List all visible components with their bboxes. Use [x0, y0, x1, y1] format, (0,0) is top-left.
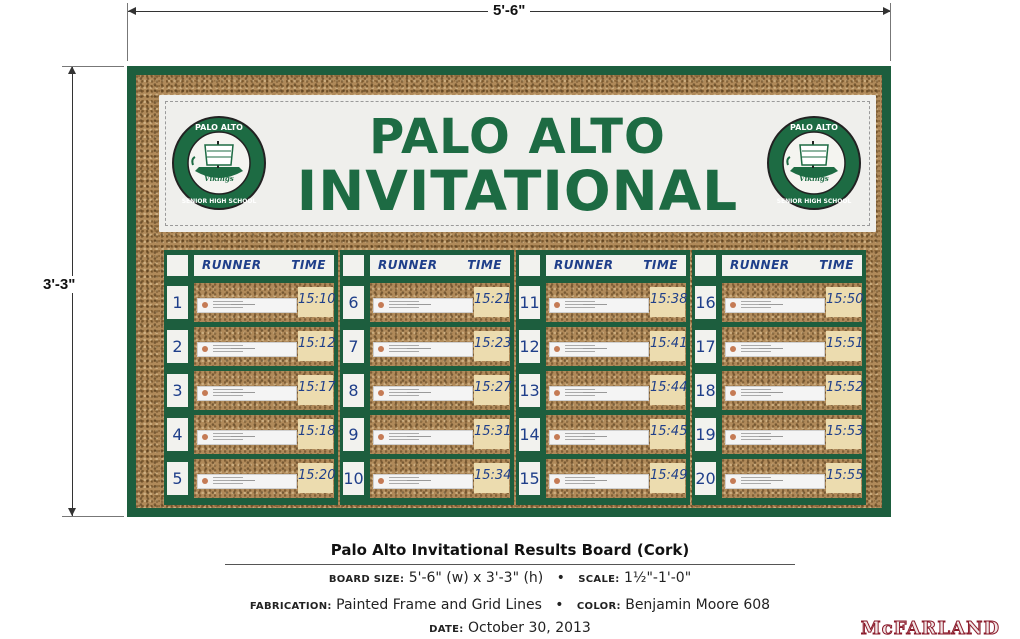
result-row	[722, 459, 862, 498]
slip-print-lines	[741, 301, 771, 309]
result-row	[370, 371, 510, 410]
result-row	[194, 327, 334, 366]
slip-print-lines	[389, 389, 419, 397]
pushpin-icon	[202, 346, 208, 352]
height-extension-bottom	[62, 516, 124, 517]
pushpin-icon	[730, 434, 736, 440]
pushpin-icon	[378, 346, 384, 352]
result-row	[546, 459, 686, 498]
slip-print-lines	[389, 301, 419, 309]
runner-header: RUNNER	[554, 258, 614, 272]
runner-name-slip	[725, 298, 825, 313]
slip-print-lines	[741, 389, 771, 397]
finish-time-card: 15:44	[650, 375, 685, 405]
place-number: 18	[695, 374, 716, 407]
place-number: 19	[695, 418, 716, 451]
slip-print-lines	[389, 433, 419, 441]
board-size-line	[0, 570, 1020, 586]
color-value: Benjamin Moore 608	[625, 597, 771, 613]
pushpin-icon	[730, 346, 736, 352]
runner-header: RUNNER	[730, 258, 790, 272]
place-number: 12	[519, 330, 540, 363]
finish-time-card: 15:12	[298, 331, 333, 361]
pushpin-icon	[202, 390, 208, 396]
finish-time-card: 15:18	[298, 419, 333, 449]
result-row	[370, 415, 510, 454]
finish-time-card: 15:50	[826, 287, 861, 317]
logo-mascot-text-left: Vikings	[204, 174, 234, 183]
pushpin-icon	[202, 302, 208, 308]
runner-name-slip	[549, 298, 649, 313]
fabrication-value: Painted Frame and Grid Lines	[336, 597, 542, 613]
slip-print-lines	[213, 345, 243, 353]
runner-name-slip	[373, 298, 473, 313]
result-row	[722, 371, 862, 410]
runner-name-slip	[197, 342, 297, 357]
result-row	[546, 283, 686, 322]
finish-time-card: 15:49	[650, 463, 685, 493]
finish-time-card: 15:27	[474, 375, 509, 405]
runner-name-slip	[373, 474, 473, 489]
pushpin-icon	[202, 478, 208, 484]
runner-name-slip	[725, 386, 825, 401]
runner-name-slip	[549, 386, 649, 401]
place-number: 14	[519, 418, 540, 451]
runner-name-slip	[197, 474, 297, 489]
slip-print-line	[759, 348, 783, 349]
slip-print-lines	[741, 477, 771, 485]
slip-print-line	[407, 348, 431, 349]
slip-print-line	[231, 480, 255, 481]
vikings-logo-right	[766, 115, 862, 211]
height-dimension-label: 3'-3"	[38, 276, 80, 293]
slip-print-lines	[213, 301, 243, 309]
pushpin-icon	[378, 478, 384, 484]
pushpin-icon	[554, 346, 560, 352]
place-number: 6	[343, 286, 364, 319]
result-row	[546, 327, 686, 366]
time-header: TIME	[291, 258, 326, 272]
result-row	[194, 459, 334, 498]
logo-top-text-left: PALO ALTO	[195, 123, 243, 132]
result-row	[194, 415, 334, 454]
logo-bottom-text-right: SENIOR HIGH SCHOOL	[776, 198, 852, 205]
result-row	[722, 327, 862, 366]
slip-print-line	[583, 436, 607, 437]
runner-name-slip	[725, 342, 825, 357]
slip-print-line	[759, 304, 783, 305]
fabrication-line	[0, 597, 1020, 613]
runner-header: RUNNER	[202, 258, 262, 272]
slip-print-lines	[213, 477, 243, 485]
scale-label: SCALE:	[578, 574, 620, 585]
pushpin-icon	[378, 390, 384, 396]
result-row	[546, 371, 686, 410]
runner-name-slip	[549, 430, 649, 445]
date-label: DATE:	[429, 624, 464, 635]
place-header-blank	[695, 255, 716, 276]
finish-time-card: 15:45	[650, 419, 685, 449]
results-column-2	[340, 250, 514, 505]
width-extension-left	[127, 3, 128, 61]
pushpin-icon	[554, 478, 560, 484]
runner-name-slip	[197, 298, 297, 313]
runner-name-slip	[373, 386, 473, 401]
banner-title-line2: INVITATIONAL	[296, 159, 739, 223]
pushpin-icon	[554, 434, 560, 440]
place-number: 1	[167, 286, 188, 319]
banner-title-line1: PALO ALTO	[369, 109, 666, 165]
pushpin-icon	[730, 390, 736, 396]
mcfarland-brand-logo: McFARLAND	[860, 618, 1000, 639]
pushpin-icon	[378, 434, 384, 440]
slip-print-line	[407, 436, 431, 437]
slip-print-line	[583, 392, 607, 393]
place-header-blank	[343, 255, 364, 276]
title-rule	[225, 564, 795, 565]
finish-time-card: 15:23	[474, 331, 509, 361]
results-column-3	[516, 250, 690, 505]
logo-bottom-text-left: SENIOR HIGH SCHOOL	[181, 198, 257, 205]
slip-print-lines	[389, 477, 419, 485]
fabrication-label: FABRICATION:	[249, 601, 332, 612]
width-extension-right	[890, 3, 891, 61]
slip-print-line	[583, 304, 607, 305]
place-number: 9	[343, 418, 364, 451]
result-row	[370, 283, 510, 322]
slip-print-line	[759, 436, 783, 437]
finish-time-card: 15:17	[298, 375, 333, 405]
cork-surface	[136, 75, 882, 508]
logo-top-text-right: PALO ALTO	[790, 123, 838, 132]
vikings-logo-left	[171, 115, 267, 211]
place-number: 8	[343, 374, 364, 407]
result-row	[722, 283, 862, 322]
runner-name-slip	[373, 430, 473, 445]
column-header	[722, 255, 862, 276]
finish-time-card: 15:10	[298, 287, 333, 317]
runner-name-slip	[725, 474, 825, 489]
results-column-4	[692, 250, 866, 505]
date-value: October 30, 2013	[468, 620, 591, 636]
finish-time-card: 15:53	[826, 419, 861, 449]
runner-name-slip	[725, 430, 825, 445]
results-column-1	[164, 250, 338, 505]
slip-print-line	[231, 392, 255, 393]
column-header	[546, 255, 686, 276]
slip-print-line	[407, 480, 431, 481]
slip-print-line	[231, 348, 255, 349]
result-row	[546, 415, 686, 454]
result-row	[194, 371, 334, 410]
finish-time-card: 15:55	[826, 463, 861, 493]
slip-print-lines	[213, 433, 243, 441]
place-number: 7	[343, 330, 364, 363]
finish-time-card: 15:34	[474, 463, 509, 493]
finish-time-card: 15:20	[298, 463, 333, 493]
separator-bullet: •	[556, 570, 565, 586]
place-number: 15	[519, 462, 540, 495]
slip-print-lines	[389, 345, 419, 353]
runner-name-slip	[549, 342, 649, 357]
finish-time-card: 15:21	[474, 287, 509, 317]
width-arrow-left	[128, 7, 136, 15]
result-row	[194, 283, 334, 322]
finish-time-card: 15:41	[650, 331, 685, 361]
drawing-title: Palo Alto Invitational Results Board (Cork)	[330, 541, 690, 559]
runner-header: RUNNER	[378, 258, 438, 272]
runner-name-slip	[197, 386, 297, 401]
time-header: TIME	[819, 258, 854, 272]
result-row	[370, 327, 510, 366]
pushpin-icon	[730, 478, 736, 484]
color-label: COLOR:	[576, 601, 621, 612]
pushpin-icon	[554, 302, 560, 308]
place-number: 11	[519, 286, 540, 319]
finish-time-card: 15:31	[474, 419, 509, 449]
runner-name-slip	[373, 342, 473, 357]
finish-time-card: 15:38	[650, 287, 685, 317]
place-header-blank	[519, 255, 540, 276]
width-dimension-label: 5'-6"	[488, 2, 530, 19]
slip-print-lines	[741, 433, 771, 441]
place-number: 4	[167, 418, 188, 451]
place-number: 5	[167, 462, 188, 495]
slip-print-lines	[565, 477, 595, 485]
result-row	[722, 415, 862, 454]
runner-name-slip	[197, 430, 297, 445]
slip-print-line	[759, 480, 783, 481]
place-header-blank	[167, 255, 188, 276]
slip-print-line	[231, 304, 255, 305]
finish-time-card: 15:51	[826, 331, 861, 361]
time-header: TIME	[643, 258, 678, 272]
place-number: 10	[343, 462, 364, 495]
slip-print-line	[407, 392, 431, 393]
pushpin-icon	[378, 302, 384, 308]
slip-print-lines	[565, 301, 595, 309]
slip-print-line	[583, 480, 607, 481]
slip-print-line	[407, 304, 431, 305]
column-header	[194, 255, 334, 276]
height-arrow-top	[68, 66, 76, 74]
results-board	[127, 66, 891, 517]
place-number: 20	[695, 462, 716, 495]
pushpin-icon	[730, 302, 736, 308]
place-number: 16	[695, 286, 716, 319]
logo-mascot-text-right: Vikings	[799, 174, 829, 183]
board-size-value: 5'-6" (w) x 3'-3" (h)	[408, 570, 544, 586]
slip-print-line	[231, 436, 255, 437]
pushpin-icon	[202, 434, 208, 440]
column-header	[370, 255, 510, 276]
title-banner	[159, 95, 876, 232]
pushpin-icon	[554, 390, 560, 396]
place-number: 3	[167, 374, 188, 407]
slip-print-line	[583, 348, 607, 349]
finish-time-card: 15:52	[826, 375, 861, 405]
slip-print-lines	[565, 345, 595, 353]
place-number: 13	[519, 374, 540, 407]
place-number: 17	[695, 330, 716, 363]
board-size-label: BOARD SIZE:	[328, 574, 405, 585]
slip-print-lines	[565, 389, 595, 397]
scale-value: 1½"-1'-0"	[624, 570, 692, 586]
height-extension-top	[62, 66, 124, 67]
time-header: TIME	[467, 258, 502, 272]
place-number: 2	[167, 330, 188, 363]
slip-print-lines	[565, 433, 595, 441]
slip-print-lines	[213, 389, 243, 397]
runner-name-slip	[549, 474, 649, 489]
separator-bullet: •	[555, 597, 564, 613]
slip-print-lines	[741, 345, 771, 353]
slip-print-line	[759, 392, 783, 393]
result-row	[370, 459, 510, 498]
height-arrow-bottom	[68, 508, 76, 516]
